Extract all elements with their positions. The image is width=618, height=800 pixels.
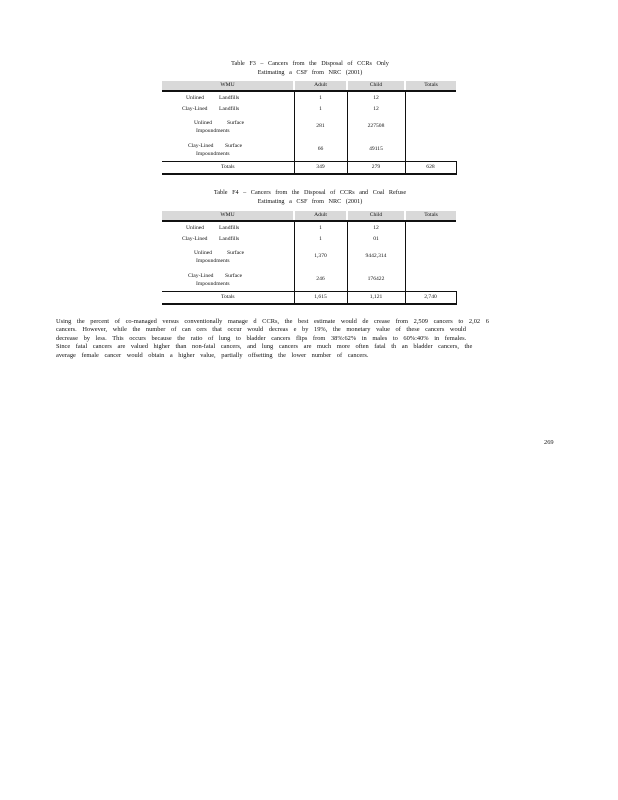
table-row <box>162 234 456 245</box>
totals-row <box>162 292 456 305</box>
header-child: Child <box>347 81 405 91</box>
child-cell: 01 <box>347 234 405 245</box>
totals-cell <box>405 221 456 234</box>
adult-cell: 1 <box>294 91 347 104</box>
caption-line: Table F4 – Cancers from the Disposal of CCRs and Coal Refuse <box>213 189 407 196</box>
header-totals: Totals <box>405 211 456 221</box>
child-cell: 176422 <box>347 268 405 292</box>
adult-cell: 1 <box>294 234 347 245</box>
table-row <box>162 115 456 138</box>
totals-cell <box>405 234 456 245</box>
table-row <box>162 268 456 292</box>
child-cell: 9442,314 <box>347 245 405 268</box>
header-wmu: WMU <box>162 81 294 91</box>
totals-row <box>162 162 456 175</box>
body-paragraph <box>56 318 562 360</box>
table-f3 <box>162 81 457 175</box>
table-f3-caption <box>162 59 458 77</box>
adult-cell: 1 <box>294 104 347 115</box>
child-cell: 12 <box>347 91 405 104</box>
adult-cell: 281 <box>294 115 347 138</box>
wmu-cell: Unlined Surface Impoundments <box>194 249 245 264</box>
header-totals: Totals <box>405 81 456 91</box>
grand-total: 628 <box>405 162 456 175</box>
caption-line: Estimating a CSF from NRC (2001) <box>257 69 363 76</box>
table-row <box>162 221 456 234</box>
totals-cell <box>405 115 456 138</box>
table-f4-caption <box>162 188 458 206</box>
adult-cell: 1,370 <box>294 245 347 268</box>
table-header-row <box>162 81 456 91</box>
child-cell: 227508 <box>347 115 405 138</box>
table-row <box>162 91 456 104</box>
adult-total: 1,615 <box>294 292 347 305</box>
wmu-cell: Clay-Lined Landfills <box>182 236 240 242</box>
wmu-cell: Unlined Landfills <box>186 224 240 231</box>
totals-cell <box>405 138 456 162</box>
totals-cell <box>405 268 456 292</box>
header-child: Child <box>347 211 405 221</box>
paragraph-line: Since fatal cancers are valued higher than non-fatal cancers, and lung cancers are much more often fatal th an bladder cancers, the <box>56 343 473 351</box>
table-row <box>162 104 456 115</box>
child-cell: 49115 <box>347 138 405 162</box>
child-total: 279 <box>347 162 405 175</box>
totals-cell <box>405 245 456 268</box>
table-f4 <box>162 211 457 305</box>
child-total: 1,121 <box>347 292 405 305</box>
totals-cell <box>405 91 456 104</box>
wmu-cell: Unlined Landfills <box>186 94 240 101</box>
wmu-cell: Clay-Lined Surface Impoundments <box>188 272 243 287</box>
table-row <box>162 138 456 162</box>
adult-cell: 246 <box>294 268 347 292</box>
table-row <box>162 245 456 268</box>
table-header-row <box>162 211 456 221</box>
header-adult: Adult <box>294 211 347 221</box>
paragraph-line: Using the percent of co-managed versus conventionally manage d CCRs, the best estimate would de crease from 2,509 cancers to 2,02 6 <box>56 318 489 325</box>
child-cell: 12 <box>347 104 405 115</box>
paragraph-line: average female cancer would obtain a higher value, partially offsetting the lower number of cancers. <box>56 351 369 359</box>
wmu-cell: Clay-Lined Landfills <box>182 106 240 112</box>
adult-cell: 1 <box>294 221 347 234</box>
wmu-cell: Unlined Surface Impoundments <box>194 119 245 134</box>
header-adult: Adult <box>294 81 347 91</box>
paragraph-line: decrease by less. This occurs because the ratio of lung to bladder cancers flips from 38%:62% in males to 60%:40% in females. <box>56 334 467 342</box>
child-cell: 12 <box>347 221 405 234</box>
caption-line: Table F3 – Cancers from the Disposal of CCRs Only <box>231 60 389 67</box>
grand-total: 2,740 <box>405 292 456 305</box>
wmu-cell: Clay-Lined Surface Impoundments <box>188 142 243 157</box>
paragraph-line: cancers. However, while the number of can cers that occur would decreas e by 19%, the monetary value of these cancers would <box>56 326 466 334</box>
header-wmu: WMU <box>162 211 294 221</box>
page-number: 269 <box>544 439 554 446</box>
totals-label: Totals <box>162 162 294 175</box>
caption-line: Estimating a CSF from NRC (2001) <box>257 198 363 205</box>
adult-cell: 66 <box>294 138 347 162</box>
totals-label: Totals <box>162 292 294 305</box>
adult-total: 349 <box>294 162 347 175</box>
totals-cell <box>405 104 456 115</box>
